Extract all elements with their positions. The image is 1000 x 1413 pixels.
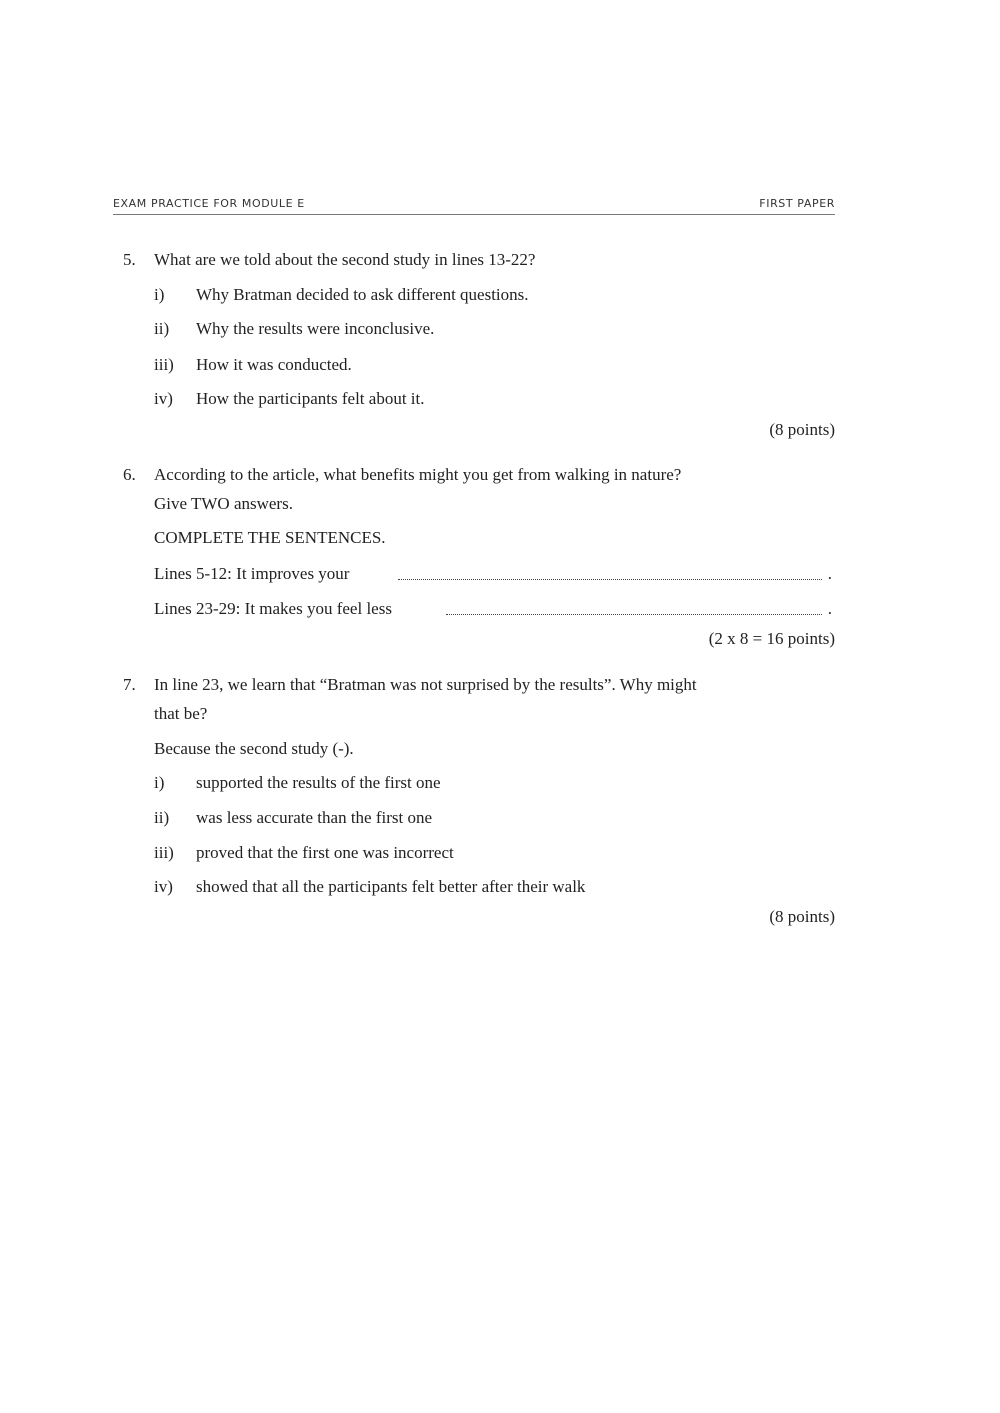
option-label: iv): [154, 877, 173, 896]
answer-blank[interactable]: [446, 614, 822, 615]
option-label: iv): [154, 389, 173, 408]
sentence-end: .: [827, 564, 832, 583]
option-label: iii): [154, 355, 174, 374]
question-number: 7.: [123, 675, 136, 694]
question-number: 5.: [123, 250, 136, 269]
instruction-text: COMPLETE THE SENTENCES.: [154, 528, 386, 547]
question-text: In line 23, we learn that “Bratman was not surprised by the results”. Why might: [154, 675, 697, 694]
header-paper-label: FIRST PAPER: [759, 197, 835, 210]
option-text: Why Bratman decided to ask different questions.: [196, 285, 529, 304]
option-text: proved that the first one was incorrect: [196, 843, 454, 862]
fill-in-prompt: Lines 23-29: It makes you feel less: [154, 599, 392, 618]
points-label: (8 points): [769, 420, 835, 439]
question-text-continued: Give TWO answers.: [154, 494, 293, 513]
option-text: Why the results were inconclusive.: [196, 319, 435, 338]
question-text: According to the article, what benefits might you get from walking in nature?: [154, 465, 682, 484]
question-text-continued: that be?: [154, 704, 208, 723]
question-number: 6.: [123, 465, 136, 484]
option-text: showed that all the participants felt better after their walk: [196, 877, 586, 896]
option-label: i): [154, 773, 165, 792]
option-text: How the participants felt about it.: [196, 389, 425, 408]
question-text: What are we told about the second study in lines 13-22?: [154, 250, 536, 269]
points-label: (2 x 8 = 16 points): [708, 629, 835, 648]
question-stem: Because the second study (-).: [154, 739, 354, 758]
option-text: was less accurate than the first one: [196, 808, 433, 827]
fill-in-prompt: Lines 5-12: It improves your: [154, 564, 350, 583]
header-module-title: EXAM PRACTICE FOR MODULE E: [113, 197, 305, 210]
fill-in-row: [154, 599, 834, 619]
option-label: i): [154, 285, 165, 304]
page-header: [113, 196, 835, 215]
option-text: How it was conducted.: [196, 355, 352, 374]
option-label: iii): [154, 843, 174, 862]
sentence-end: .: [827, 599, 832, 618]
answer-blank[interactable]: [398, 579, 822, 580]
option-label: ii): [154, 319, 170, 338]
points-label: (8 points): [769, 907, 835, 926]
option-label: ii): [154, 808, 170, 827]
option-text: supported the results of the first one: [196, 773, 441, 792]
fill-in-row: [154, 564, 834, 584]
